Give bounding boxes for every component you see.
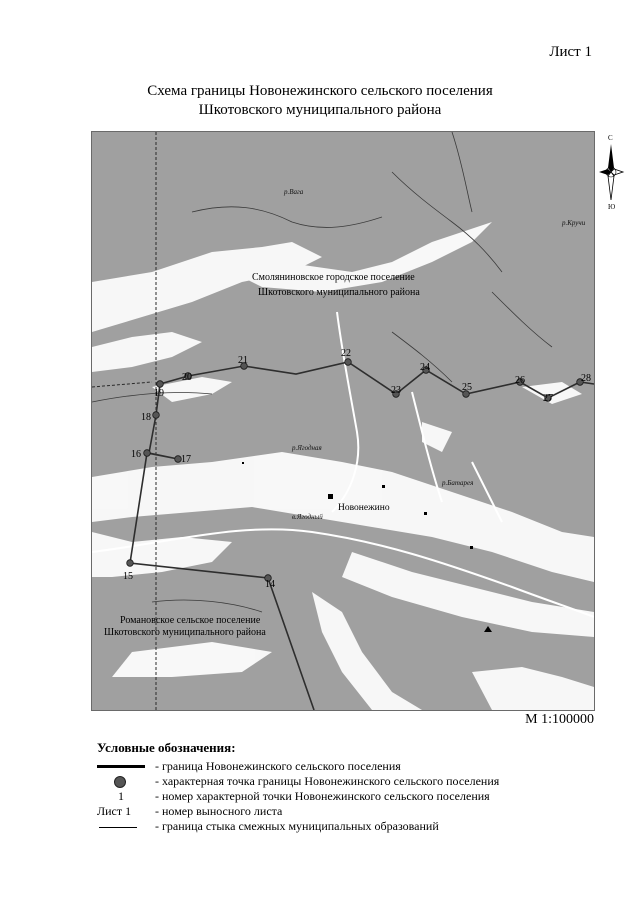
point-label: 17 [181,454,191,465]
point-label: 27 [543,393,553,404]
river-label: в.Ягодный [292,513,323,521]
map-area[interactable] [91,131,595,711]
boundary-point-18[interactable] [153,412,160,419]
legend-symbol-number-text: 1 [118,789,124,803]
point-label: 28 [581,373,591,384]
legend-symbol-adjacent-boundary [97,819,152,834]
map-canvas [92,132,594,710]
legend-text: - номер характерной точки Новонежинского сельского поселения [155,789,490,803]
point-label: 19 [154,388,164,399]
boundary-point-19[interactable] [157,381,164,388]
map-scale: М 1:100000 [525,712,594,727]
point-label: 20 [182,372,192,383]
legend-symbol-sheet-text: Лист 1 [97,804,132,818]
point-label: 24 [420,362,430,373]
map-title [0,82,640,120]
legend-item [97,819,567,834]
legend-text: - граница стыка смежных муниципальных образований [155,819,439,833]
legend-text: - граница Новонежинского сельского поселения [155,759,401,773]
legend-heading: Условные обозначения: [97,740,236,755]
boundary-point-22[interactable] [345,359,352,366]
north-arrow [596,132,626,212]
legend-text: - номер выносного листа [155,804,283,818]
region-label-romanovskoe-2: Шкотовского муниципального района [104,627,266,638]
legend-item [97,759,567,774]
point-label: 23 [391,385,401,396]
river-label: р.Вага [284,188,304,196]
river-label: р.Ягодная [292,444,322,452]
legend-item [97,789,567,804]
title-line-1: Схема границы Новонежинского сельского поселения [147,83,493,99]
point-label: 26 [515,375,525,386]
legend-symbol-sheet [97,804,152,819]
compass-south-label: Ю [608,203,616,211]
legend [97,740,567,834]
title-line-2: Шкотовского муниципального района [198,102,442,118]
boundary-point-16[interactable] [144,450,151,457]
settlement-marker-icon [328,494,333,499]
legend-symbol-number [97,789,152,804]
point-label: 16 [131,449,141,460]
legend-item [97,804,567,819]
compass-icon [596,132,626,212]
river-label: р.Кручи [562,219,586,227]
point-label: 25 [462,382,472,393]
legend-symbol-point [97,774,152,789]
river-label: р.Батарея [442,479,474,487]
region-label-romanovskoe-1: Романовское сельское поселение [120,615,261,626]
legend-symbol-boundary [97,759,152,774]
point-label: 14 [265,579,275,590]
boundary-point-15[interactable] [127,560,134,567]
point-label: 18 [141,412,151,423]
legend-text: - характерная точка границы Новонежинского сельского поселения [155,774,500,788]
point-label: 22 [341,348,351,359]
compass-north-label: С [608,134,613,142]
region-label-smolyaninovo-2: Шкотовского муниципального района [258,287,420,298]
point-label: 15 [123,571,133,582]
point-label: 21 [238,355,248,366]
sheet-label: Лист 1 [549,44,592,60]
settlement-label-novonezhino: Новонежино [338,503,390,513]
region-label-smolyaninovo-1: Смоляниновское городское поселение [252,272,415,283]
legend-item [97,774,567,789]
